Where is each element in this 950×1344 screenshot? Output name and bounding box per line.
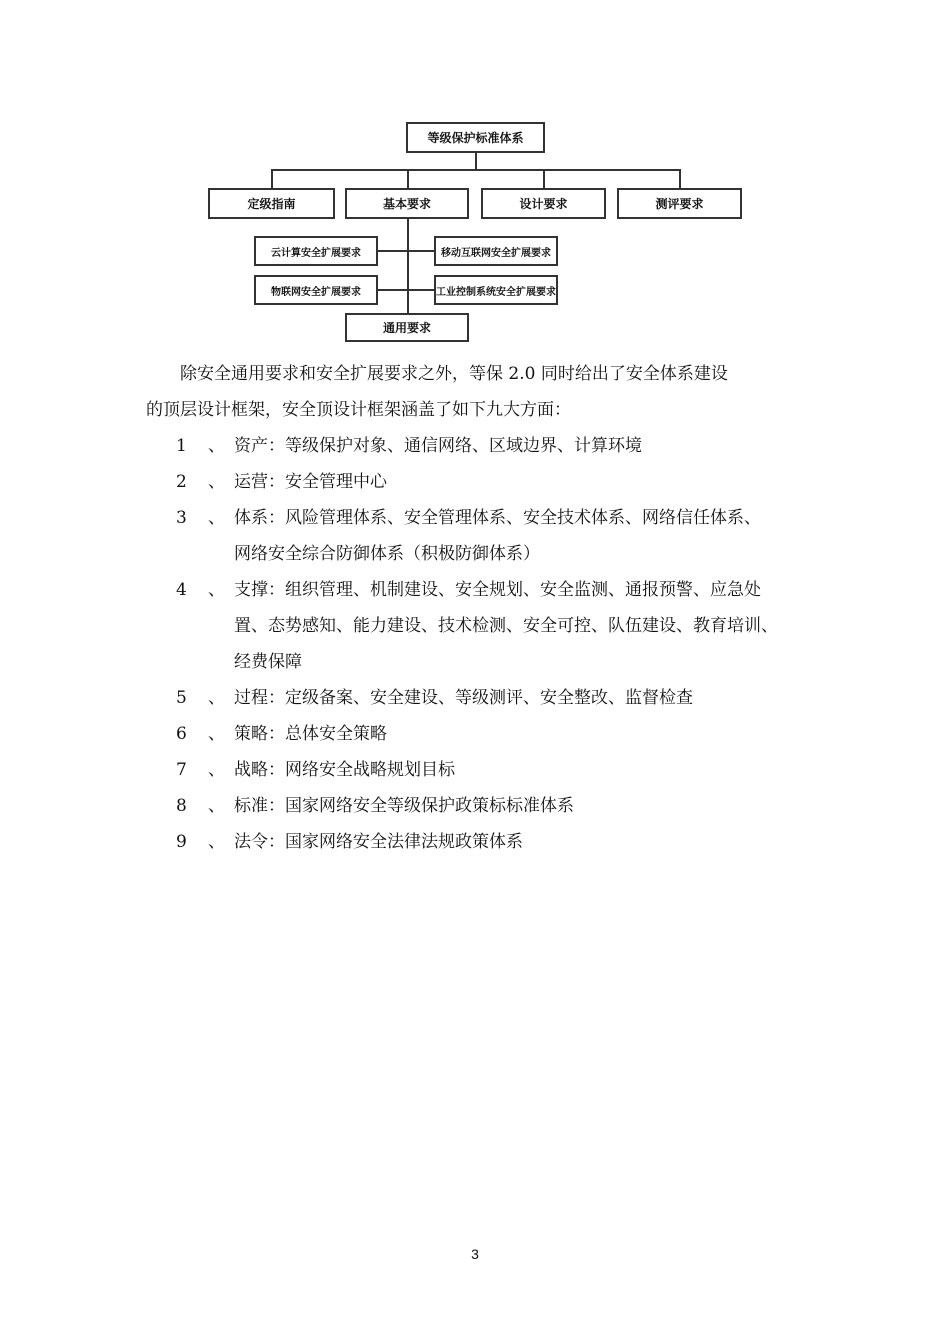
connector-line [407, 169, 409, 189]
page-number: 3 [471, 1246, 479, 1262]
list-item [176, 788, 826, 824]
list-item-number: 2 [176, 472, 187, 492]
list-item [176, 680, 826, 716]
connector-line [271, 169, 681, 171]
intro-line-2: 的顶层设计框架，安全顶设计框架涵盖了如下九大方面： [146, 400, 571, 420]
list-item-number: 4 [176, 580, 187, 600]
ext-box-mobile: 移动互联网安全扩展要求 [434, 236, 558, 266]
list-item-line: 法令：国家网络安全法律法规政策体系 [234, 832, 523, 852]
list-item-number: 7 [176, 760, 187, 780]
connector-line [679, 169, 681, 189]
list-item [176, 428, 826, 464]
list-item-line: 战略：网络安全战略规划目标 [234, 760, 455, 780]
level2-box-basic: 基本要求 [345, 188, 469, 219]
list-item [176, 752, 826, 788]
list-item-line: 资产：等级保护对象、通信网络、区域边界、计算环境 [234, 436, 642, 456]
root-box: 等级保护标准体系 [406, 122, 545, 153]
aspect-list [176, 428, 826, 860]
list-item-line: 策略：总体安全策略 [234, 724, 387, 744]
list-item-separator: 、 [208, 508, 225, 528]
list-item-text [234, 428, 826, 464]
list-item-number: 3 [176, 508, 187, 528]
list-item-separator: 、 [208, 760, 225, 780]
connector-line [377, 250, 435, 252]
level2-box-design: 设计要求 [481, 188, 606, 219]
list-item-separator: 、 [208, 796, 225, 816]
list-item-separator: 、 [208, 472, 225, 492]
list-item-separator: 、 [208, 724, 225, 744]
list-item-line: 经费保障 [234, 652, 302, 672]
list-item-number: 1 [176, 436, 187, 456]
ext-box-cloud: 云计算安全扩展要求 [254, 236, 378, 266]
list-item-text [234, 464, 826, 500]
intro-line-1: 除安全通用要求和安全扩展要求之外，等保 2.0 同时给出了安全体系建设 [180, 364, 728, 384]
list-item-separator: 、 [208, 688, 225, 708]
org-chart [0, 0, 950, 350]
list-item [176, 716, 826, 752]
connector-line [377, 289, 435, 291]
connector-line [475, 152, 477, 170]
list-item-line: 体系：风险管理体系、安全管理体系、安全技术体系、网络信任体系、 [234, 508, 761, 528]
list-item [176, 824, 826, 860]
bottom-box-general: 通用要求 [345, 313, 469, 342]
connector-line [407, 218, 409, 314]
list-item-text [234, 680, 826, 716]
list-item [176, 464, 826, 500]
list-item-number: 5 [176, 688, 187, 708]
list-item-number: 9 [176, 832, 187, 852]
list-item-number: 8 [176, 796, 187, 816]
list-item-line: 过程：定级备案、安全建设、等级测评、安全整改、监督检查 [234, 688, 693, 708]
list-item-text [234, 788, 826, 824]
ext-box-ics: 工业控制系统安全扩展要求 [434, 275, 558, 305]
list-item-line: 支撑：组织管理、机制建设、安全规划、安全监测、通报预警、应急处 [234, 580, 761, 600]
list-item-number: 6 [176, 724, 187, 744]
list-item-text [234, 716, 826, 752]
list-item-separator: 、 [208, 832, 225, 852]
list-item-line: 标准：国家网络安全等级保护政策标标准体系 [234, 796, 574, 816]
connector-line [271, 169, 273, 189]
level2-box-grading: 定级指南 [208, 188, 335, 219]
list-item-text [234, 752, 826, 788]
list-item [176, 572, 826, 680]
list-item-separator: 、 [208, 436, 225, 456]
list-item-text [234, 500, 826, 572]
list-item-separator: 、 [208, 580, 225, 600]
intro-paragraph [146, 356, 816, 428]
list-item-line: 网络安全综合防御体系（积极防御体系） [234, 544, 540, 564]
level2-box-evaluation: 测评要求 [617, 188, 742, 219]
list-item [176, 500, 826, 572]
list-item-line: 置、态势感知、能力建设、技术检测、安全可控、队伍建设、教育培训、 [234, 616, 778, 636]
list-item-text [234, 572, 826, 680]
connector-line [543, 169, 545, 189]
list-item-text [234, 824, 826, 860]
ext-box-iot: 物联网安全扩展要求 [254, 275, 378, 305]
list-item-line: 运营：安全管理中心 [234, 472, 387, 492]
